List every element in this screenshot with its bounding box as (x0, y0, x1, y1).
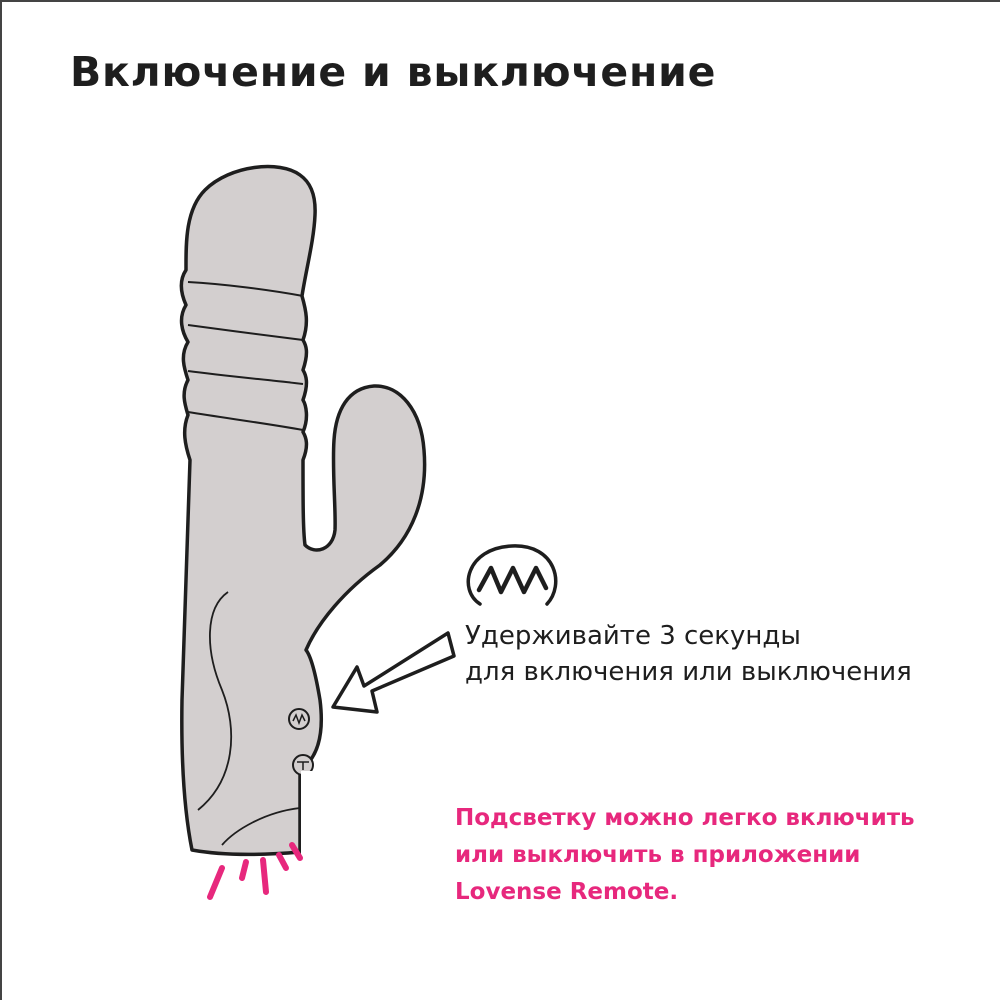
light-note (455, 800, 915, 911)
wave-in-circle-icon (468, 546, 555, 604)
hold-instruction-line-2: для включения или выключения (465, 657, 912, 687)
mask-box (301, 771, 451, 881)
light-note-line-1: Подсветку можно легко включить (455, 805, 915, 831)
page-title: Включение и выключение (70, 48, 717, 96)
device-power-button (289, 709, 309, 729)
arrow-icon (333, 633, 454, 712)
light-note-line-3: Lovense Remote. (455, 879, 679, 905)
hold-instruction (465, 618, 912, 690)
light-note-line-2: или выключить в приложении (455, 842, 861, 868)
device-body (181, 167, 424, 855)
hold-instruction-line-1: Удерживайте 3 секунды (465, 621, 801, 651)
